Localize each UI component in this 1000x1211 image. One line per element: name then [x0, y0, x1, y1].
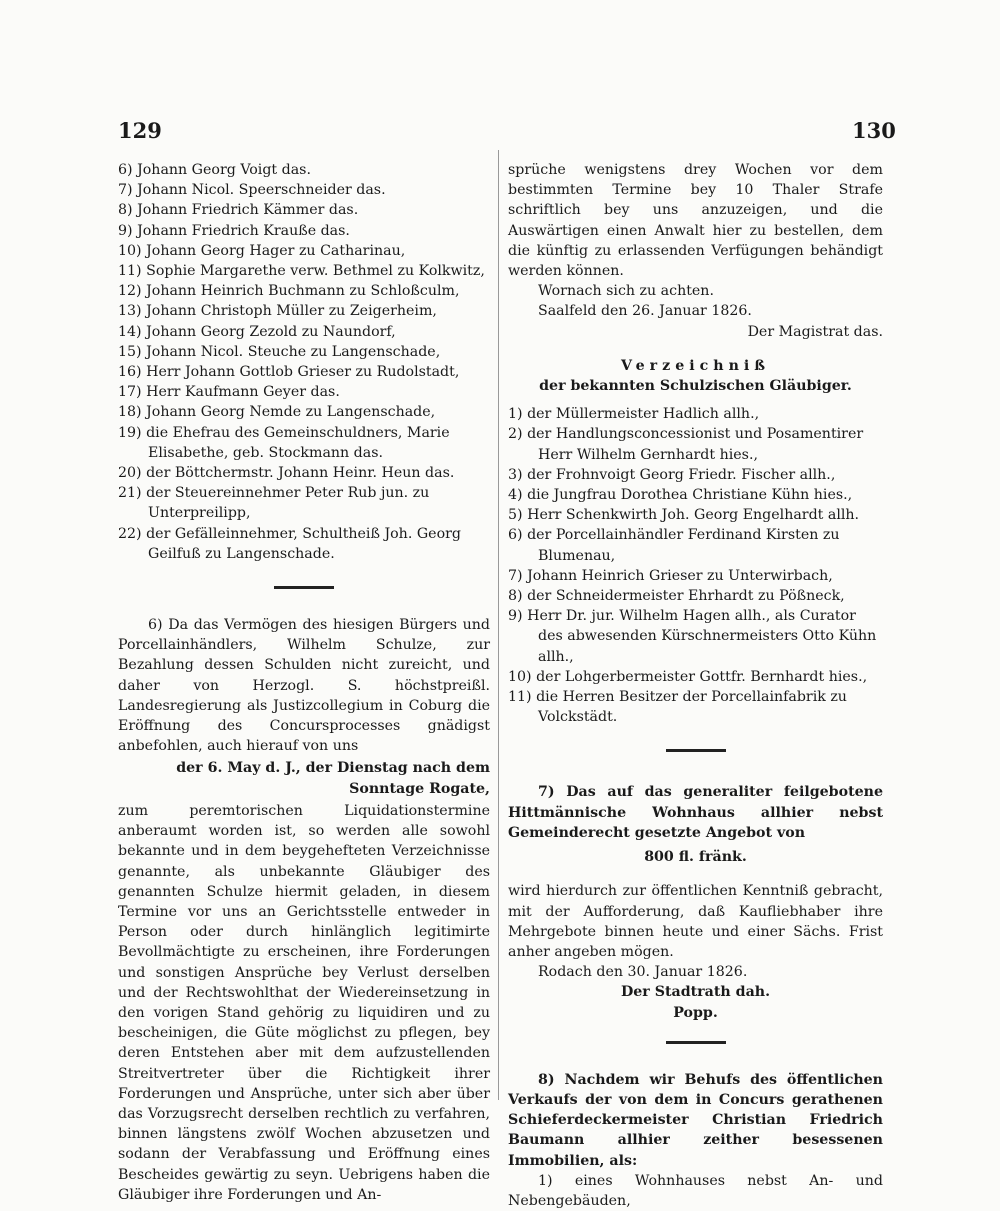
list-item: 20) der Böttchermstr. Johann Heinr. Heun das. — [118, 465, 455, 482]
list-item: 17) Herr Kaufmann Geyer das. — [118, 384, 340, 401]
section-rule — [274, 586, 334, 589]
right-column — [508, 160, 883, 1211]
section-rule — [666, 749, 726, 752]
verzeichnis-title: Verzeichniß — [620, 357, 771, 374]
list-item: 12) Johann Heinrich Buchmann zu Schloßculm, — [118, 283, 460, 300]
list-item: 4) die Jungfrau Dorothea Christiane Kühn hies., — [508, 487, 853, 504]
popp-signature: Popp. — [673, 1004, 718, 1021]
list-item: 10) Johann Georg Hager zu Catharinau, — [118, 242, 406, 259]
section-7-text: 7) Das auf das generaliter feilgebotene Hittmännische Wohnhaus allhier nebst Gemeinderecht gesetzte Angebot von — [508, 784, 883, 841]
stadtrath-signature: Der Stadtrath dah. — [620, 984, 771, 1001]
section-rule — [666, 1041, 726, 1044]
rodach-date: Rodach den 30. Januar 1826. — [538, 964, 748, 981]
list-item: 14) Johann Georg Zezold zu Naundorf, — [118, 323, 396, 340]
list-item: 6) Johann Georg Voigt das. — [118, 162, 311, 178]
creditor-list-right — [508, 404, 883, 727]
left-column — [118, 160, 490, 1205]
list-item: 15) Johann Nicol. Steuche zu Langenschade, — [118, 343, 441, 360]
right-page-number: 130 — [852, 118, 896, 143]
list-item: 2) der Handlungsconcessionist und Posamentirer Herr Wilhelm Gernhardt hies., — [508, 426, 864, 463]
verzeichnis-subtitle: der bekannten Schulzischen Gläubiger. — [539, 378, 852, 395]
creditor-list-left — [118, 160, 490, 564]
saalfeld-date: Saalfeld den 26. Januar 1826. — [538, 303, 752, 320]
list-item: 21) der Steuereinnehmer Peter Rub jun. zu Unterpreilipp, — [118, 485, 430, 522]
wornach-line: Wornach sich zu achten. — [538, 283, 714, 300]
section-8-text: 8) Nachdem wir Behufs des öffentlichen Verkaufs der von dem in Concurs gerathenen Schieferdeckermeister Christian Friedrich Baumann allhier zeither besessenen Immobilien, als: — [508, 1071, 883, 1169]
section-7-body: wird hierdurch zur öffentlichen Kenntniß gebracht, mit der Aufforderung, daß Kaufliebhaber ihre Mehrgebote binnen heute und einer Sächs. Frist anher angeben mögen. — [508, 883, 883, 960]
list-item: 22) der Gefälleinnehmer, Schultheiß Joh. Georg Geilfuß zu Langenschade. — [118, 525, 461, 562]
column-divider — [498, 150, 499, 1100]
section-8-item-1: 1) eines Wohnhauses nebst An- und Nebengebäuden, — [508, 1172, 883, 1209]
list-item: 9) Herr Dr. jur. Wilhelm Hagen allh., als Curator des abwesenden Kürschnermeisters Otto Kühn allh., — [508, 608, 877, 665]
section-6-continuation: sprüche wenigstens drey Wochen vor dem bestimmten Termine bey 10 Thaler Strafe schriftlich bey uns anzuzeigen, und die Auswärtigen einen Anwalt hier zu bestellen, dem die künftig zu erlassenden Verfügungen behändigt werden können. — [508, 162, 883, 280]
list-item: 16) Herr Johann Gottlob Grieser zu Rudolstadt, — [118, 364, 460, 381]
list-item: 3) der Frohnvoigt Georg Friedr. Fischer allh., — [508, 466, 836, 483]
list-item: 10) der Lohgerbermeister Gottfr. Bernhardt hies., — [508, 668, 868, 685]
section-7-amount: 800 fl. fränk. — [644, 849, 747, 866]
list-item: 18) Johann Georg Nemde zu Langenschade, — [118, 404, 436, 421]
list-item: 7) Johann Nicol. Speerschneider das. — [118, 182, 386, 199]
section-6-date: der 6. May d. J., der Dienstag nach dem Sonntage Rogate, — [176, 760, 490, 797]
magistrat-signature: Der Magistrat das. — [747, 323, 883, 340]
list-item: 6) der Porcellainhändler Ferdinand Kirsten zu Blumenau, — [508, 527, 840, 564]
list-item: 5) Herr Schenkwirth Joh. Georg Engelhardt allh. — [508, 507, 860, 524]
list-item: 9) Johann Friedrich Krauße das. — [118, 222, 350, 239]
list-item: 8) Johann Friedrich Kämmer das. — [118, 202, 359, 219]
left-page-number: 129 — [118, 118, 162, 143]
list-item: 11) die Herren Besitzer der Porcellainfabrik zu Volckstädt. — [508, 689, 847, 726]
list-item: 13) Johann Christoph Müller zu Zeigerheim, — [118, 303, 437, 320]
list-item: 8) der Schneidermeister Ehrhardt zu Pößneck, — [508, 588, 845, 605]
section-6-intro: 6) Da das Vermögen des hiesigen Bürgers und Porcellainhändlers, Wilhelm Schulze, zur Bezahlung dessen Schulden nicht zureicht, und daher von Herzogl. S. höchstpreißl. Landesregierung als Justizcollegium in Coburg die Eröffnung des Concursprocesses gnädigst anbefohlen, auch hierauf von uns — [118, 617, 490, 755]
list-item: 7) Johann Heinrich Grieser zu Unterwirbach, — [508, 567, 833, 584]
list-item: 1) der Müllermeister Hadlich allh., — [508, 406, 760, 423]
section-6-body: zum peremtorischen Liquidationstermine anberaumt worden ist, so werden alle sowohl bekannte und in dem beygehefteten Verzeichnisse genannte, als unbekannte Gläubiger des genannten Schulze hiermit geladen, in diesem Termine vor uns an Gerichtsstelle entweder in Person oder durch hinlänglich legitimirte Bevollmächtigte zu erscheinen, ihre Forderungen und sonstigen Ansprüche bey Verlust derselben und der Rechtswohlthat der Wiedereinsetzung in den vorigen Stand gehörig zu liquidiren und zu bescheinigen, die Güte möglichst zu pflegen, bey deren Entstehen aber mit dem aufzustellenden Streitvertreter über die Richtigkeit ihrer Forderungen und Ansprüche, unter sich aber über das Vorzugsrecht derselben rechtlich zu verfahren, binnen längstens zwölf Wochen abzusetzen und sodann der Verabfassung und Eröffnung eines Bescheides gewärtig zu seyn. Uebrigens haben die Gläubiger ihre Forderungen und An- — [118, 802, 490, 1203]
list-item: 19) die Ehefrau des Gemeinschuldners, Marie Elisabethe, geb. Stockmann das. — [118, 424, 450, 461]
list-item: 11) Sophie Margarethe verw. Bethmel zu Kolkwitz, — [118, 263, 485, 280]
